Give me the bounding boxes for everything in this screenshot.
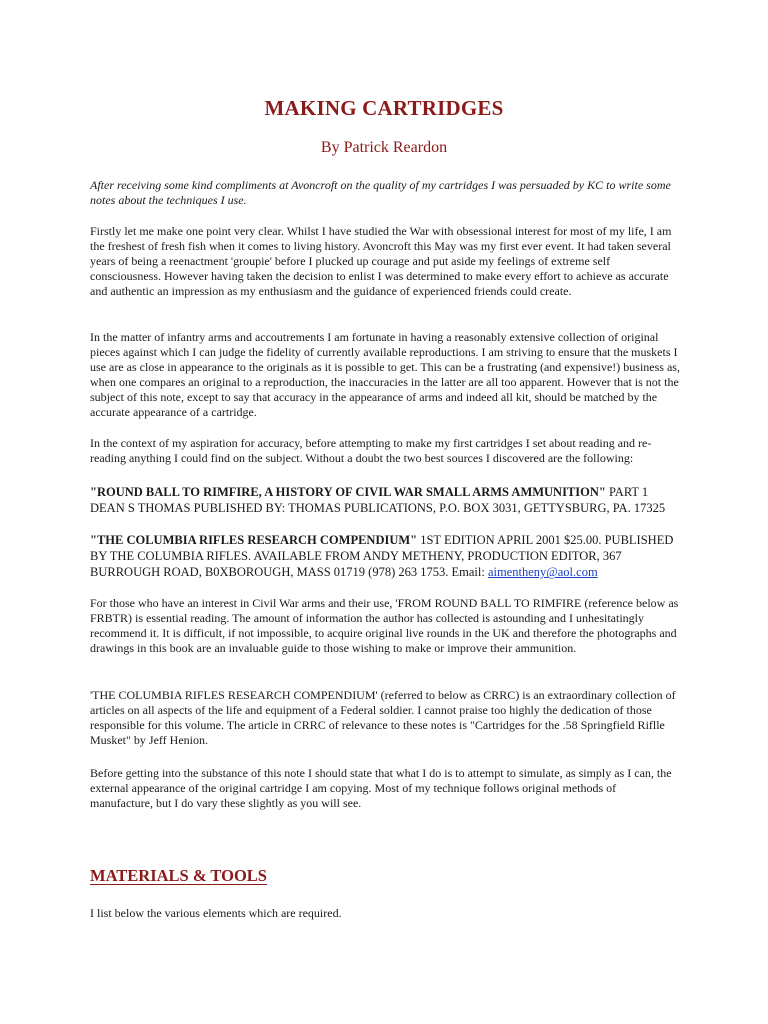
- email-link[interactable]: aimentheny@aol.com: [487, 565, 598, 580]
- intro-paragraph: After receiving some kind compliments at Avoncroft on the quality of my cartridges I was persuaded by KC to write some notes about the techniques I use.: [90, 178, 671, 208]
- body-paragraph: For those who have an interest in Civil War arms and their use, 'FROM ROUND BALL TO RIMFIRE (reference below as FRBTR) is essential reading. The amount of information the author has collected is astounding and I unhesitatingly recommend it. It is difficult, if not impossible, to acquire original live rounds in the UK and therefore the photographs and drawings in this book are an invaluable guide to those wishing to make or improve their ammunition.: [90, 596, 679, 656]
- reference-entry: [90, 532, 682, 581]
- page-title: MAKING CARTRIDGES: [264, 96, 504, 120]
- body-paragraph: Before getting into the substance of this note I should state that what I do is to attempt to simulate, as simply as I can, the external appearance of the original cartridge I am copying. Most of my technique follows original methods of manufacture, but I do vary these slightly as you will see.: [90, 766, 672, 811]
- body-paragraph: In the context of my aspiration for accuracy, before attempting to make my first cartridges I set about reading and re-reading anything I could find on the subject. Without a doubt the two best sources I discovered are the following:: [90, 436, 652, 466]
- reference-details: 1ST EDITION APRIL 2001 $25.00. PUBLISHED BY THE COLUMBIA RIFLES. AVAILABLE FROM ANDY METHENY, PRODUCTION EDITOR, 367 BURROUGH ROAD, B0XBOROUGH, MASS 01719 (978) 263 1753. Email:: [90, 533, 674, 580]
- reference-entry: [90, 484, 682, 516]
- body-paragraph: In the matter of infantry arms and accoutrements I am fortunate in having a reasonably extensive collection of original pieces against which I can judge the fidelity of currently available reproductions. I am striving to ensure that the muskets I use are as close in appearance to the originals as it is possible to get. This can be a frustrating (and expensive!) business as, when one compares an original to a reproduction, the inaccuracies in the latter are all too apparent. However that is not the subject of this note, except to say that accuracy in the appearance of arms and indeed all kit, should be matched by the accurate appearance of a cartridge.: [90, 330, 680, 420]
- section-heading: MATERIALS & TOOLS: [90, 866, 267, 885]
- body-paragraph: I list below the various elements which are required.: [90, 906, 342, 920]
- body-paragraph: 'THE COLUMBIA RIFLES RESEARCH COMPENDIUM' (referred to below as CRRC) is an extraordinary collection of articles on all aspects of the life and equipment of a Federal soldier. I cannot praise too highly the dedication of those responsible for this volume. The article in CRRC of relevance to these notes is "Cartridges for the .58 Springfield Riflle Musket" by Jeff Henion.: [90, 688, 676, 748]
- reference-title: "ROUND BALL TO RIMFIRE, A HISTORY OF CIVIL WAR SMALL ARMS AMMUNITION": [90, 485, 606, 499]
- reference-details: PART 1 DEAN S THOMAS PUBLISHED BY: THOMAS PUBLICATIONS, P.O. BOX 3031, GETTYSBURG, PA. 17325: [90, 485, 666, 516]
- body-paragraph: Firstly let me make one point very clear. Whilst I have studied the War with obsessional interest for most of my life, I am the freshest of fresh fish when it comes to living history. Avoncroft this May was my first ever event. It had taken several years of being a reenactment 'groupie' before I plucked up courage and put aside my feelings of extreme self consciousness. However having taken the decision to enlist I was determined to make every effort to achieve as accurate and authentic an impression as my enthusiasm and the guidance of experienced friends could create.: [90, 224, 672, 299]
- reference-title: "THE COLUMBIA RIFLES RESEARCH COMPENDIUM": [90, 533, 418, 547]
- author-byline: By Patrick Reardon: [320, 139, 448, 156]
